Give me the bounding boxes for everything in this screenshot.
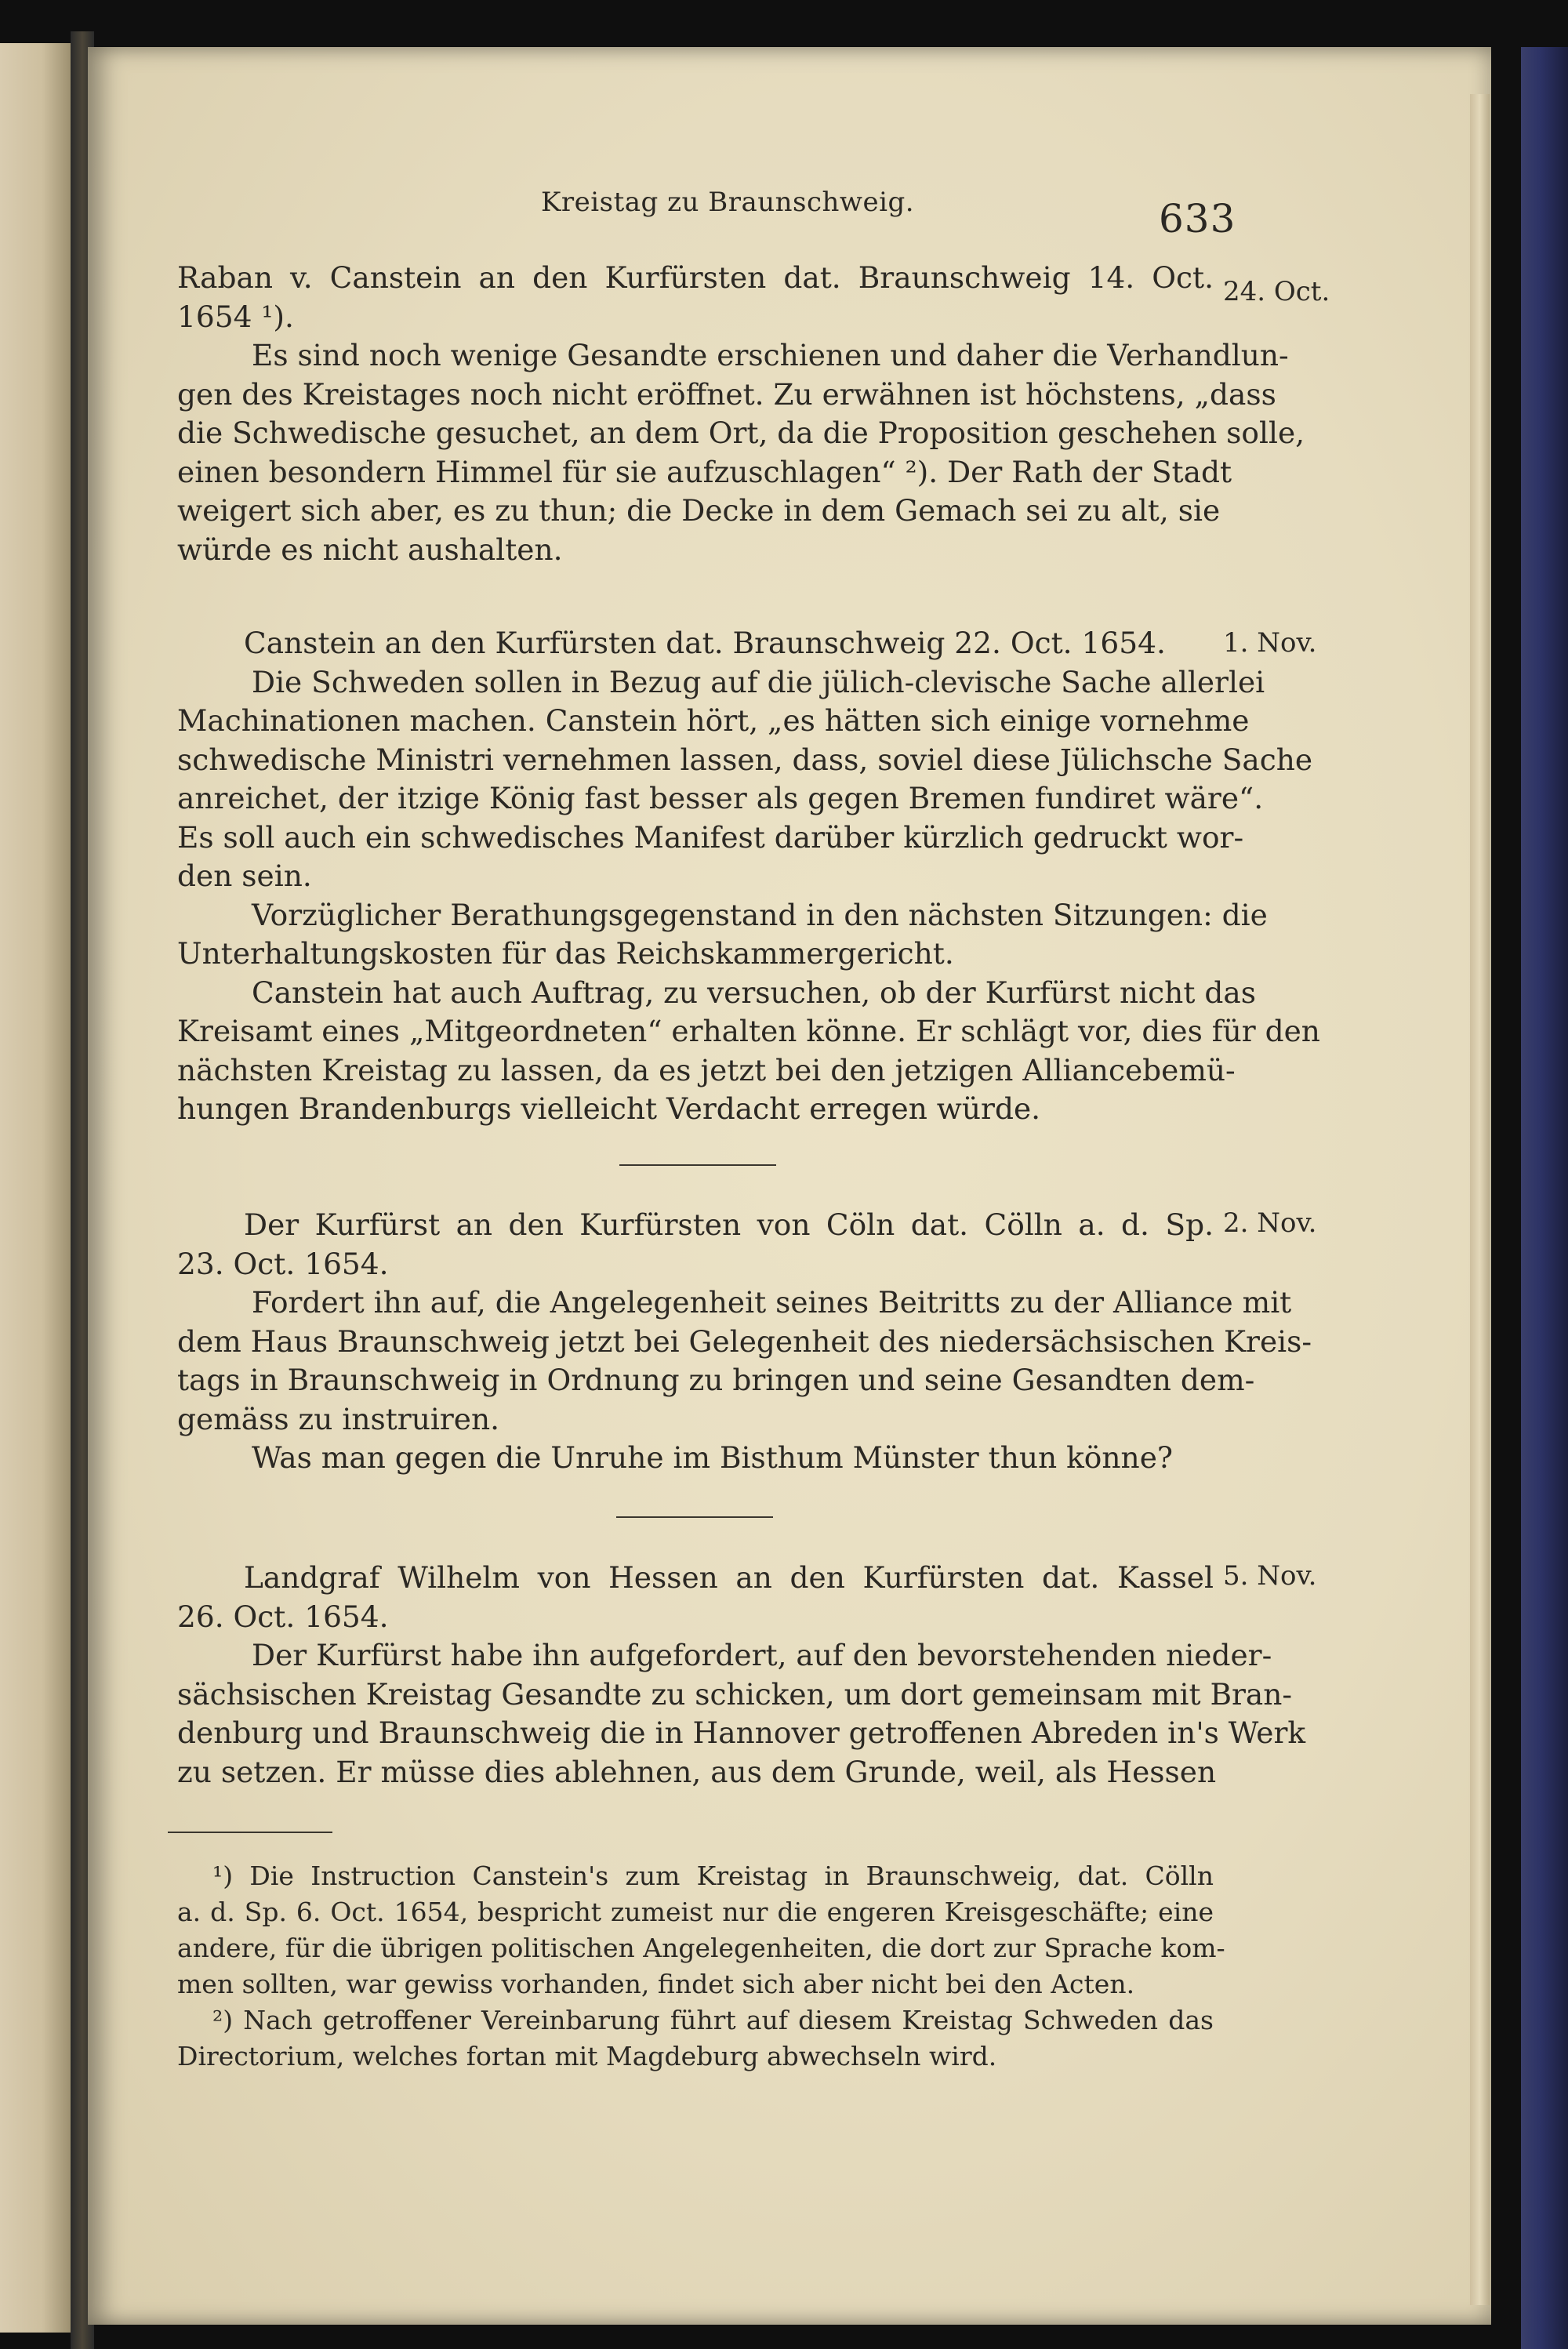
text-line: sächsischen Kreistag Gesandte zu schicken, um dort gemeinsam mit Bran- bbox=[177, 1676, 1293, 1712]
text-line: Raban v. Canstein an den Kurfürsten dat. Braunschweig 14. Oct. bbox=[177, 260, 1214, 295]
left-page-edge bbox=[0, 43, 71, 2333]
footnote-divider bbox=[168, 1832, 332, 1833]
text-line: Der Kurfürst an den Kurfürsten von Cöln dat. Cölln a. d. Sp. bbox=[244, 1207, 1214, 1242]
text-line: anreichet, der itzige König fast besser als gegen Bremen fundiret wäre“. bbox=[177, 781, 1264, 815]
text-line: 23. Oct. 1654. bbox=[177, 1246, 389, 1281]
footnote-line: ¹) Die Instruction Canstein's zum Kreistag in Braunschweig, dat. Cölln bbox=[212, 1861, 1214, 1891]
text-line: Es sind noch wenige Gesandte erschienen und daher die Verhandlun- bbox=[252, 338, 1289, 372]
text-line: gemäss zu instruiren. bbox=[177, 1401, 500, 1436]
text-line: Es soll auch ein schwedisches Manifest darüber kürzlich gedruckt wor- bbox=[177, 819, 1244, 855]
text-line: zu setzen. Er müsse dies ablehnen, aus dem Grunde, weil, als Hessen bbox=[177, 1754, 1217, 1789]
text-line: hungen Brandenburgs vielleicht Verdacht erregen würde. bbox=[177, 1091, 1041, 1126]
text-line: den sein. bbox=[177, 859, 312, 893]
text-line: denburg und Braunschweig die in Hannover getroffenen Abreden in's Werk bbox=[177, 1715, 1306, 1750]
text-line: dem Haus Braunschweig jetzt bei Gelegenheit des niedersächsischen Kreis- bbox=[177, 1323, 1312, 1359]
text-line: weigert sich aber, es zu thun; die Decke in dem Gemach sei zu alt, sie bbox=[177, 493, 1221, 528]
text-line: Die Schweden sollen in Bezug auf die jülich-clevische Sache allerlei bbox=[252, 664, 1265, 699]
text-line: einen besondern Himmel für sie aufzuschlagen“ ²). Der Rath der Stadt bbox=[177, 454, 1232, 489]
page-number: 633 bbox=[1159, 196, 1236, 241]
footnote-line: men sollten, war gewiss vorhanden, findet sich aber nicht bei den Acten. bbox=[177, 1969, 1135, 1999]
page-edge bbox=[1470, 94, 1490, 2305]
margin-date: 24. Oct. bbox=[1223, 276, 1330, 307]
text-line: Vorzüglicher Berathungsgegenstand in den nächsten Sitzungen: die bbox=[252, 897, 1268, 932]
text-line: Machinationen machen. Canstein hört, „es hätten sich einige vornehme bbox=[177, 703, 1250, 738]
margin-date: 5. Nov. bbox=[1223, 1560, 1317, 1592]
footnote-line: Directorium, welches fortan mit Magdeburg abwechseln wird. bbox=[177, 2041, 997, 2071]
text-line: Was man gegen die Unruhe im Bisthum Münster thun könne? bbox=[252, 1440, 1173, 1475]
text-line: Canstein an den Kurfürsten dat. Braunschweig 22. Oct. 1654. bbox=[244, 626, 1166, 660]
footnote-line: a. d. Sp. 6. Oct. 1654, bespricht zumeist nur die engeren Kreisgeschäfte; eine bbox=[177, 1897, 1214, 1927]
text-line: Der Kurfürst habe ihn aufgefordert, auf den bevorstehenden nieder- bbox=[252, 1638, 1272, 1672]
text-line: gen des Kreistages noch nicht eröffnet. Zu erwähnen ist höchstens, „dass bbox=[177, 376, 1276, 412]
text-line: würde es nicht aushalten. bbox=[177, 532, 563, 567]
margin-date: 2. Nov. bbox=[1223, 1207, 1317, 1239]
footnotes bbox=[177, 1858, 1225, 2075]
footnote-line: andere, für die übrigen politischen Angelegenheiten, die dort zur Sprache kom- bbox=[177, 1933, 1225, 1963]
text-line: Canstein hat auch Auftrag, zu versuchen, ob der Kurfürst nicht das bbox=[252, 975, 1256, 1010]
text-line: nächsten Kreistag zu lassen, da es jetzt bei den jetzigen Alliancebemü- bbox=[177, 1052, 1236, 1087]
margin-date: 1. Nov. bbox=[1223, 627, 1317, 659]
text-line: schwedische Ministri vernehmen lassen, dass, soviel diese Jülichsche Sache bbox=[177, 742, 1313, 777]
text-line: Unterhaltungskosten für das Reichskammergericht. bbox=[177, 936, 954, 971]
footnote-line: ²) Nach getroffener Vereinbarung führt auf diesem Kreistag Schweden das bbox=[212, 2005, 1214, 2035]
section-divider bbox=[619, 1164, 776, 1166]
text-line: Kreisamt eines „Mitgeordneten“ erhalten könne. Er schlägt vor, dies für den bbox=[177, 1014, 1320, 1048]
text-line: 1654 ¹). bbox=[177, 299, 294, 334]
book-cover-edge bbox=[1521, 47, 1568, 2349]
section-divider bbox=[616, 1516, 773, 1518]
text-line: 26. Oct. 1654. bbox=[177, 1599, 389, 1634]
running-header: Kreistag zu Braunschweig. bbox=[541, 187, 915, 218]
text-line: Landgraf Wilhelm von Hessen an den Kurfürsten dat. Kassel bbox=[244, 1560, 1214, 1595]
text-line: die Schwedische gesuchet, an dem Ort, da die Proposition geschehen solle, bbox=[177, 416, 1305, 450]
text-line: Fordert ihn auf, die Angelegenheit seines Beitritts zu der Alliance mit bbox=[252, 1285, 1292, 1320]
text-line: tags in Braunschweig in Ordnung zu bringen und seine Gesandten dem- bbox=[177, 1363, 1255, 1397]
